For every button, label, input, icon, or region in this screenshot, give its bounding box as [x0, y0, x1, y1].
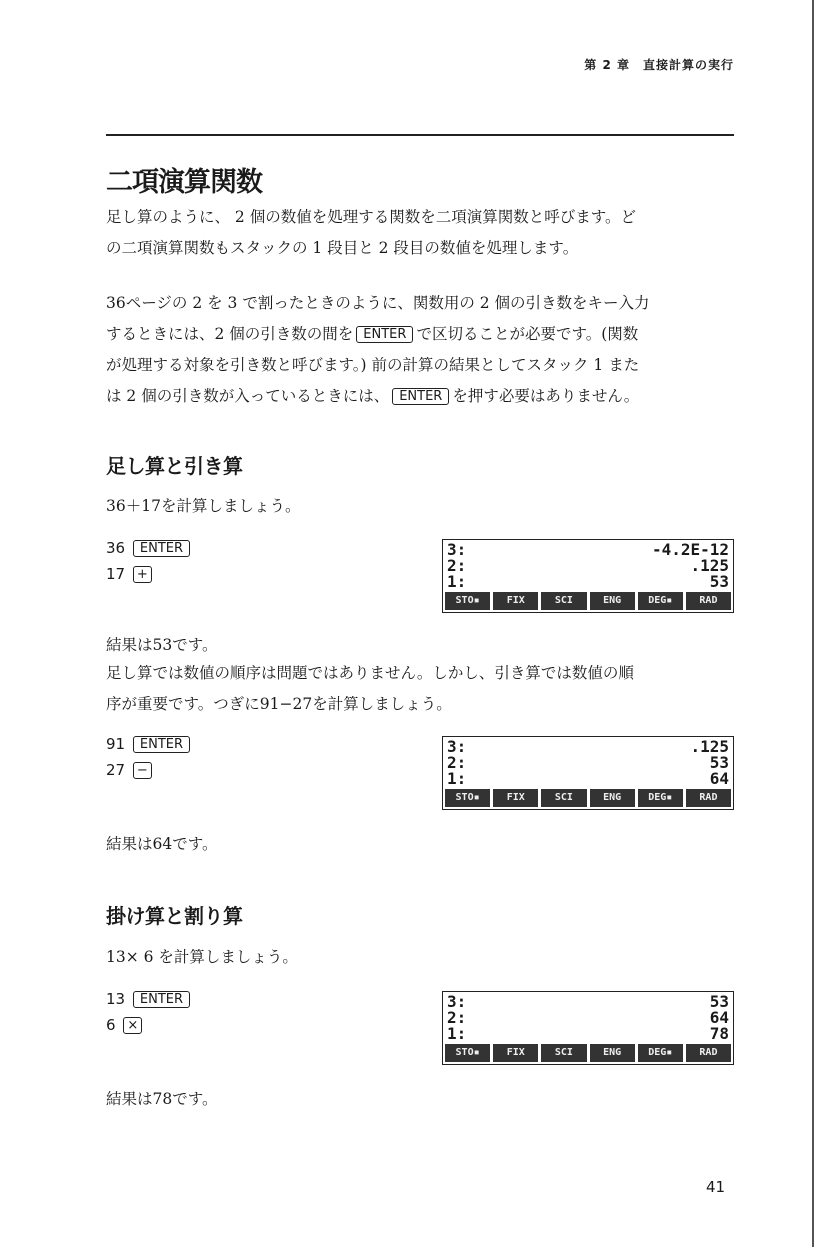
- calculator-display: [442, 539, 734, 613]
- keystroke-number: 6: [106, 1016, 116, 1034]
- keystroke-line: [106, 990, 193, 1008]
- args-line-2-b: で区切ることが必要です。(関数: [416, 325, 639, 343]
- keystroke-line: [106, 565, 155, 583]
- args-line-4: [106, 381, 736, 412]
- menu-rad: RAD: [686, 1044, 731, 1062]
- multiplication-result: 結果は78です。: [106, 1090, 218, 1108]
- stack-value: 64: [709, 769, 729, 788]
- running-header: 第 2 章 直接計算の実行: [584, 58, 734, 72]
- addsub-prompt: 36＋17を計算しましょう。: [106, 497, 301, 515]
- stack-value: .125: [690, 737, 729, 756]
- level-label: 2:: [447, 1008, 467, 1027]
- args-line-2-a: するときには、2 個の引き数の間を: [106, 325, 354, 343]
- enter-key: ENTER: [133, 991, 190, 1008]
- stack-value: 64: [709, 1008, 729, 1027]
- keystroke-number: 91: [106, 735, 126, 753]
- args-line-3: が処理する対象を引き数と呼びます。) 前の計算の結果としてスタック 1 また: [106, 356, 640, 374]
- stack-level-2: [447, 755, 729, 771]
- menu-deg: DEG▪: [638, 789, 683, 807]
- keystroke-number: 17: [106, 565, 126, 583]
- softkey-menu: [445, 592, 731, 610]
- enter-key: ENTER: [133, 540, 190, 557]
- menu-rad: RAD: [686, 789, 731, 807]
- stack-level-2: [447, 1010, 729, 1026]
- addsub-result: 結果は53です。: [106, 636, 218, 654]
- keystroke-line: [106, 735, 193, 753]
- menu-sci: SCI: [541, 592, 586, 610]
- enter-key: ENTER: [356, 326, 413, 343]
- level-label: 1:: [447, 1024, 467, 1043]
- level-label: 2:: [447, 556, 467, 575]
- muldiv-prompt: 13× 6 を計算しましょう。: [106, 948, 298, 966]
- note-line-1: 足し算では数値の順序は問題ではありません。しかし、引き算では数値の順: [106, 664, 634, 682]
- level-label: 3:: [447, 540, 467, 559]
- intro-line-2: の二項演算関数もスタックの 1 段目と 2 段目の数値を処理します。: [106, 239, 579, 257]
- stack-value: 53: [709, 992, 729, 1011]
- header-rule: [106, 134, 734, 136]
- keystroke-line: [106, 1016, 145, 1034]
- menu-fix: FIX: [493, 789, 538, 807]
- page-spine-edge: [812, 0, 814, 1247]
- menu-eng: ENG: [590, 789, 635, 807]
- menu-sto: STO▪: [445, 789, 490, 807]
- stack-level-3: [447, 739, 729, 755]
- keystroke-number: 36: [106, 539, 126, 557]
- level-label: 1:: [447, 572, 467, 591]
- stack-level-1: [447, 574, 729, 590]
- subtraction-result: 結果は64です。: [106, 835, 218, 853]
- level-label: 1:: [447, 769, 467, 788]
- args-line-2: [106, 319, 736, 350]
- stack-level-3: [447, 994, 729, 1010]
- softkey-menu: [445, 789, 731, 807]
- subtraction-note: [106, 658, 736, 720]
- menu-deg: DEG▪: [638, 592, 683, 610]
- section-title: 二項演算関数: [106, 167, 262, 198]
- keystroke-number: 13: [106, 990, 126, 1008]
- enter-key: ENTER: [133, 736, 190, 753]
- menu-rad: RAD: [686, 592, 731, 610]
- intro-paragraph: [106, 202, 736, 264]
- stack-value: -4.2E-12: [651, 540, 729, 559]
- stack-value: .125: [690, 556, 729, 575]
- menu-sci: SCI: [541, 1044, 586, 1062]
- keystroke-number: 27: [106, 761, 126, 779]
- addsub-title: 足し算と引き算: [106, 454, 243, 478]
- muldiv-title: 掛け算と割り算: [106, 904, 243, 928]
- calculator-display: [442, 991, 734, 1065]
- stack-level-3: [447, 542, 729, 558]
- keystroke-line: [106, 539, 193, 557]
- minus-key: −: [133, 762, 152, 779]
- menu-fix: FIX: [493, 1044, 538, 1062]
- args-line-1: 36ページの 2 を 3 で割ったときのように、関数用の 2 個の引き数をキー入力: [106, 294, 650, 312]
- stack-level-1: [447, 771, 729, 787]
- menu-deg: DEG▪: [638, 1044, 683, 1062]
- menu-eng: ENG: [590, 592, 635, 610]
- stack-value: 53: [709, 753, 729, 772]
- keystroke-line: [106, 761, 155, 779]
- calculator-display: [442, 736, 734, 810]
- args-line-4-a: は 2 個の引き数が入っているときには、: [106, 387, 390, 405]
- menu-sci: SCI: [541, 789, 586, 807]
- menu-eng: ENG: [590, 1044, 635, 1062]
- menu-sto: STO▪: [445, 1044, 490, 1062]
- menu-sto: STO▪: [445, 592, 490, 610]
- arguments-paragraph: [106, 288, 736, 412]
- args-line-4-b: を押す必要はありません。: [452, 387, 640, 405]
- enter-key: ENTER: [392, 388, 449, 405]
- menu-fix: FIX: [493, 592, 538, 610]
- stack-value: 78: [709, 1024, 729, 1043]
- times-key: ×: [123, 1017, 142, 1034]
- note-line-2: 序が重要です。つぎに91−27を計算しましょう。: [106, 695, 452, 713]
- level-label: 3:: [447, 737, 467, 756]
- stack-value: 53: [709, 572, 729, 591]
- level-label: 3:: [447, 992, 467, 1011]
- stack-level-2: [447, 558, 729, 574]
- intro-line-1: 足し算のように、 2 個の数値を処理する関数を二項演算関数と呼びます。ど: [106, 208, 636, 226]
- stack-level-1: [447, 1026, 729, 1042]
- softkey-menu: [445, 1044, 731, 1062]
- level-label: 2:: [447, 753, 467, 772]
- plus-key: +: [133, 566, 152, 583]
- page-number: 41: [706, 1178, 726, 1196]
